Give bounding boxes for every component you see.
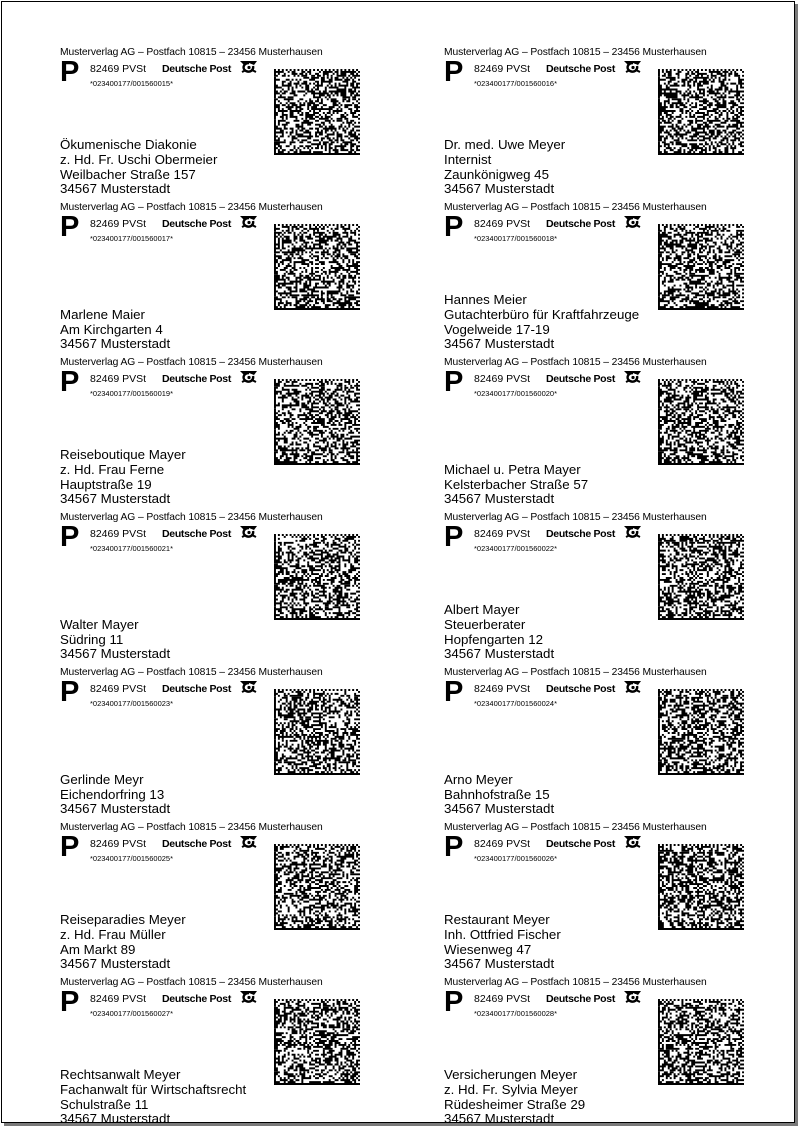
franking-number: *023400177/001560023* [90, 699, 174, 708]
sender-line: Musterverlag AG – Postfach 10815 – 23456 Musterhausen [444, 47, 707, 58]
datamatrix-modules [658, 224, 744, 310]
address-line: Gutachterbüro für Kraftfahrzeuge [444, 306, 640, 322]
pvst-text: 82469 PVSt [90, 63, 147, 75]
address-line: Albert Mayer [444, 602, 520, 618]
pvst-text: 82469 PVSt [474, 63, 531, 75]
address-label [60, 977, 390, 1127]
address-line: z. Hd. Frau Müller [60, 926, 166, 942]
datamatrix-modules [274, 379, 360, 465]
deutsche-post-logo: Deutsche Post [546, 218, 616, 230]
recipient-address [444, 773, 554, 817]
pvst-text: 82469 PVSt [474, 373, 531, 385]
address-line: Am Kirchgarten 4 [60, 321, 163, 337]
address-line: Bahnhofstraße 15 [444, 786, 550, 802]
address-line: Hopfengarten 12 [444, 631, 544, 647]
franking-number: *023400177/001560020* [474, 389, 558, 398]
address-line: Walter Mayer [60, 616, 139, 632]
pvst-text: 82469 PVSt [90, 993, 147, 1005]
post-horn-icon [621, 832, 645, 850]
deutsche-post-logo: Deutsche Post [162, 993, 232, 1005]
address-label [444, 357, 774, 507]
address-line: 34567 Musterstadt [444, 1111, 555, 1127]
postage-mark: P [60, 56, 80, 88]
sender-line: Musterverlag AG – Postfach 10815 – 23456 Musterhausen [60, 47, 323, 58]
address-line: Rüdesheimer Straße 29 [444, 1096, 586, 1112]
recipient-address [444, 603, 554, 662]
datamatrix-code [658, 999, 744, 1085]
post-horn-icon [621, 987, 645, 1005]
address-line: 34567 Musterstadt [444, 646, 555, 662]
datamatrix-modules [658, 844, 744, 930]
datamatrix-code [274, 69, 360, 155]
datamatrix-modules [658, 379, 744, 465]
post-horn-icon [621, 57, 645, 75]
address-line: Wiesenweg 47 [444, 941, 532, 957]
address-label [444, 977, 774, 1127]
pvst-text: 82469 PVSt [90, 528, 147, 540]
franking-number: *023400177/001560024* [474, 699, 558, 708]
recipient-address [444, 138, 565, 197]
sender-line: Musterverlag AG – Postfach 10815 – 23456 Musterhausen [60, 822, 323, 833]
address-line: 34567 Musterstadt [60, 956, 171, 972]
post-horn-icon [237, 212, 261, 230]
address-label [60, 202, 390, 352]
datamatrix-code [274, 534, 360, 620]
post-horn-icon [237, 57, 261, 75]
sender-line: Musterverlag AG – Postfach 10815 – 23456 Musterhausen [60, 977, 323, 988]
franking-number: *023400177/001560021* [90, 544, 174, 553]
franking-number: *023400177/001560019* [90, 389, 174, 398]
recipient-address [60, 618, 170, 662]
post-horn-icon [621, 522, 645, 540]
postage-mark: P [444, 366, 464, 398]
datamatrix-modules [274, 844, 360, 930]
address-line: Reiseboutique Mayer [60, 447, 186, 463]
post-horn-icon [237, 367, 261, 385]
pvst-text: 82469 PVSt [474, 683, 531, 695]
deutsche-post-logo: Deutsche Post [546, 63, 616, 75]
address-line: Gerlinde Meyr [60, 771, 144, 787]
post-horn-icon [237, 522, 261, 540]
address-line: Schulstraße 11 [60, 1096, 149, 1112]
datamatrix-modules [274, 69, 360, 155]
address-label [60, 512, 390, 662]
franking-number: *023400177/001560017* [90, 234, 174, 243]
recipient-address [444, 913, 561, 972]
deutsche-post-logo: Deutsche Post [546, 993, 616, 1005]
deutsche-post-logo: Deutsche Post [162, 838, 232, 850]
address-line: Fachanwalt für Wirtschaftsrecht [60, 1081, 247, 1097]
address-line: Hauptstraße 19 [60, 476, 152, 492]
address-line: Marlene Maier [60, 306, 145, 322]
datamatrix-code [274, 844, 360, 930]
deutsche-post-logo: Deutsche Post [546, 528, 616, 540]
address-label [444, 512, 774, 662]
sender-line: Musterverlag AG – Postfach 10815 – 23456 Musterhausen [60, 667, 323, 678]
address-line: 34567 Musterstadt [60, 336, 171, 352]
address-line: 34567 Musterstadt [60, 1111, 171, 1127]
address-line: 34567 Musterstadt [60, 181, 171, 197]
postage-mark: P [60, 211, 80, 243]
address-line: Restaurant Meyer [444, 912, 550, 928]
address-line: 34567 Musterstadt [444, 181, 555, 197]
pvst-text: 82469 PVSt [474, 838, 531, 850]
address-line: 34567 Musterstadt [444, 336, 555, 352]
postage-mark: P [60, 986, 80, 1018]
address-label [60, 667, 390, 817]
address-line: Zaunkönigweg 45 [444, 166, 549, 182]
datamatrix-modules [658, 689, 744, 775]
sender-line: Musterverlag AG – Postfach 10815 – 23456 Musterhausen [444, 667, 707, 678]
address-label [60, 822, 390, 972]
datamatrix-modules [658, 999, 744, 1085]
sender-line: Musterverlag AG – Postfach 10815 – 23456 Musterhausen [444, 822, 707, 833]
address-line: 34567 Musterstadt [444, 956, 555, 972]
franking-number: *023400177/001560026* [474, 854, 558, 863]
datamatrix-modules [274, 999, 360, 1085]
pvst-text: 82469 PVSt [90, 838, 147, 850]
post-horn-icon [237, 987, 261, 1005]
address-line: Ökumenische Diakonie [60, 137, 197, 153]
datamatrix-code [658, 224, 744, 310]
recipient-address [60, 448, 186, 507]
pvst-text: 82469 PVSt [90, 683, 147, 695]
address-line: Südring 11 [60, 631, 124, 647]
deutsche-post-logo: Deutsche Post [162, 373, 232, 385]
address-line: Arno Meyer [444, 771, 513, 787]
post-horn-icon [237, 677, 261, 695]
deutsche-post-logo: Deutsche Post [162, 218, 232, 230]
recipient-address [60, 773, 170, 817]
recipient-address [444, 293, 639, 352]
sender-line: Musterverlag AG – Postfach 10815 – 23456 Musterhausen [60, 512, 323, 523]
pvst-text: 82469 PVSt [474, 993, 531, 1005]
address-line: Weilbacher Straße 157 [60, 166, 196, 182]
postage-mark: P [60, 831, 80, 863]
postage-mark: P [444, 211, 464, 243]
franking-number: *023400177/001560025* [90, 854, 174, 863]
pvst-text: 82469 PVSt [474, 528, 531, 540]
address-line: Kelsterbacher Straße 57 [444, 476, 589, 492]
franking-number: *023400177/001560015* [90, 79, 174, 88]
recipient-address [60, 308, 170, 352]
datamatrix-code [274, 689, 360, 775]
datamatrix-code [658, 379, 744, 465]
recipient-address [444, 463, 588, 507]
address-line: 34567 Musterstadt [444, 801, 555, 817]
datamatrix-code [274, 224, 360, 310]
datamatrix-modules [274, 534, 360, 620]
deutsche-post-logo: Deutsche Post [162, 528, 232, 540]
address-line: Am Markt 89 [60, 941, 136, 957]
address-line: Dr. med. Uwe Meyer [444, 137, 566, 153]
postage-mark: P [444, 831, 464, 863]
datamatrix-code [658, 534, 744, 620]
postage-mark: P [444, 56, 464, 88]
franking-number: *023400177/001560028* [474, 1009, 558, 1018]
franking-number: *023400177/001560018* [474, 234, 558, 243]
postage-mark: P [444, 676, 464, 708]
datamatrix-code [658, 69, 744, 155]
address-line: 34567 Musterstadt [60, 801, 171, 817]
address-line: Vogelweide 17-19 [444, 321, 550, 337]
franking-number: *023400177/001560016* [474, 79, 558, 88]
recipient-address [60, 913, 186, 972]
address-line: z. Hd. Fr. Uschi Obermeier [60, 151, 218, 167]
address-label [444, 667, 774, 817]
franking-number: *023400177/001560027* [90, 1009, 174, 1018]
sender-line: Musterverlag AG – Postfach 10815 – 23456 Musterhausen [444, 202, 707, 213]
postage-mark: P [444, 521, 464, 553]
post-horn-icon [621, 212, 645, 230]
sender-line: Musterverlag AG – Postfach 10815 – 23456 Musterhausen [444, 357, 707, 368]
datamatrix-code [658, 689, 744, 775]
recipient-address [60, 138, 217, 197]
deutsche-post-logo: Deutsche Post [546, 683, 616, 695]
sender-line: Musterverlag AG – Postfach 10815 – 23456 Musterhausen [60, 357, 323, 368]
deutsche-post-logo: Deutsche Post [546, 838, 616, 850]
deutsche-post-logo: Deutsche Post [162, 683, 232, 695]
datamatrix-modules [274, 689, 360, 775]
address-line: z. Hd. Frau Ferne [60, 461, 165, 477]
pvst-text: 82469 PVSt [90, 218, 147, 230]
address-label [444, 47, 774, 197]
post-horn-icon [621, 677, 645, 695]
address-line: Hannes Meier [444, 292, 527, 308]
address-line: Internist [444, 151, 492, 167]
postage-mark: P [444, 986, 464, 1018]
datamatrix-code [274, 379, 360, 465]
address-line: Steuerberater [444, 616, 526, 632]
deutsche-post-logo: Deutsche Post [546, 373, 616, 385]
address-line: Michael u. Petra Mayer [444, 461, 581, 477]
address-label [444, 822, 774, 972]
address-line: Rechtsanwalt Meyer [60, 1067, 181, 1083]
pvst-text: 82469 PVSt [90, 373, 147, 385]
label-sheet [1, 1, 795, 1127]
deutsche-post-logo: Deutsche Post [162, 63, 232, 75]
address-label [60, 357, 390, 507]
recipient-address [60, 1068, 246, 1127]
postage-mark: P [60, 676, 80, 708]
datamatrix-modules [274, 224, 360, 310]
datamatrix-modules [658, 69, 744, 155]
address-line: z. Hd. Fr. Sylvia Meyer [444, 1081, 578, 1097]
address-label [60, 47, 390, 197]
address-label [444, 202, 774, 352]
pvst-text: 82469 PVSt [474, 218, 531, 230]
post-horn-icon [237, 832, 261, 850]
address-line: 34567 Musterstadt [60, 646, 171, 662]
sender-line: Musterverlag AG – Postfach 10815 – 23456 Musterhausen [60, 202, 323, 213]
address-line: Versicherungen Meyer [444, 1067, 578, 1083]
post-horn-icon [621, 367, 645, 385]
postage-mark: P [60, 521, 80, 553]
postage-mark: P [60, 366, 80, 398]
address-line: Reiseparadies Meyer [60, 912, 186, 928]
address-line: Eichendorfring 13 [60, 786, 165, 802]
address-line: 34567 Musterstadt [60, 491, 171, 507]
datamatrix-code [658, 844, 744, 930]
sender-line: Musterverlag AG – Postfach 10815 – 23456 Musterhausen [444, 512, 707, 523]
address-line: 34567 Musterstadt [444, 491, 555, 507]
franking-number: *023400177/001560022* [474, 544, 558, 553]
recipient-address [444, 1068, 585, 1127]
address-line: Inh. Ottfried Fischer [444, 926, 561, 942]
datamatrix-code [274, 999, 360, 1085]
datamatrix-modules [658, 534, 744, 620]
sender-line: Musterverlag AG – Postfach 10815 – 23456 Musterhausen [444, 977, 707, 988]
